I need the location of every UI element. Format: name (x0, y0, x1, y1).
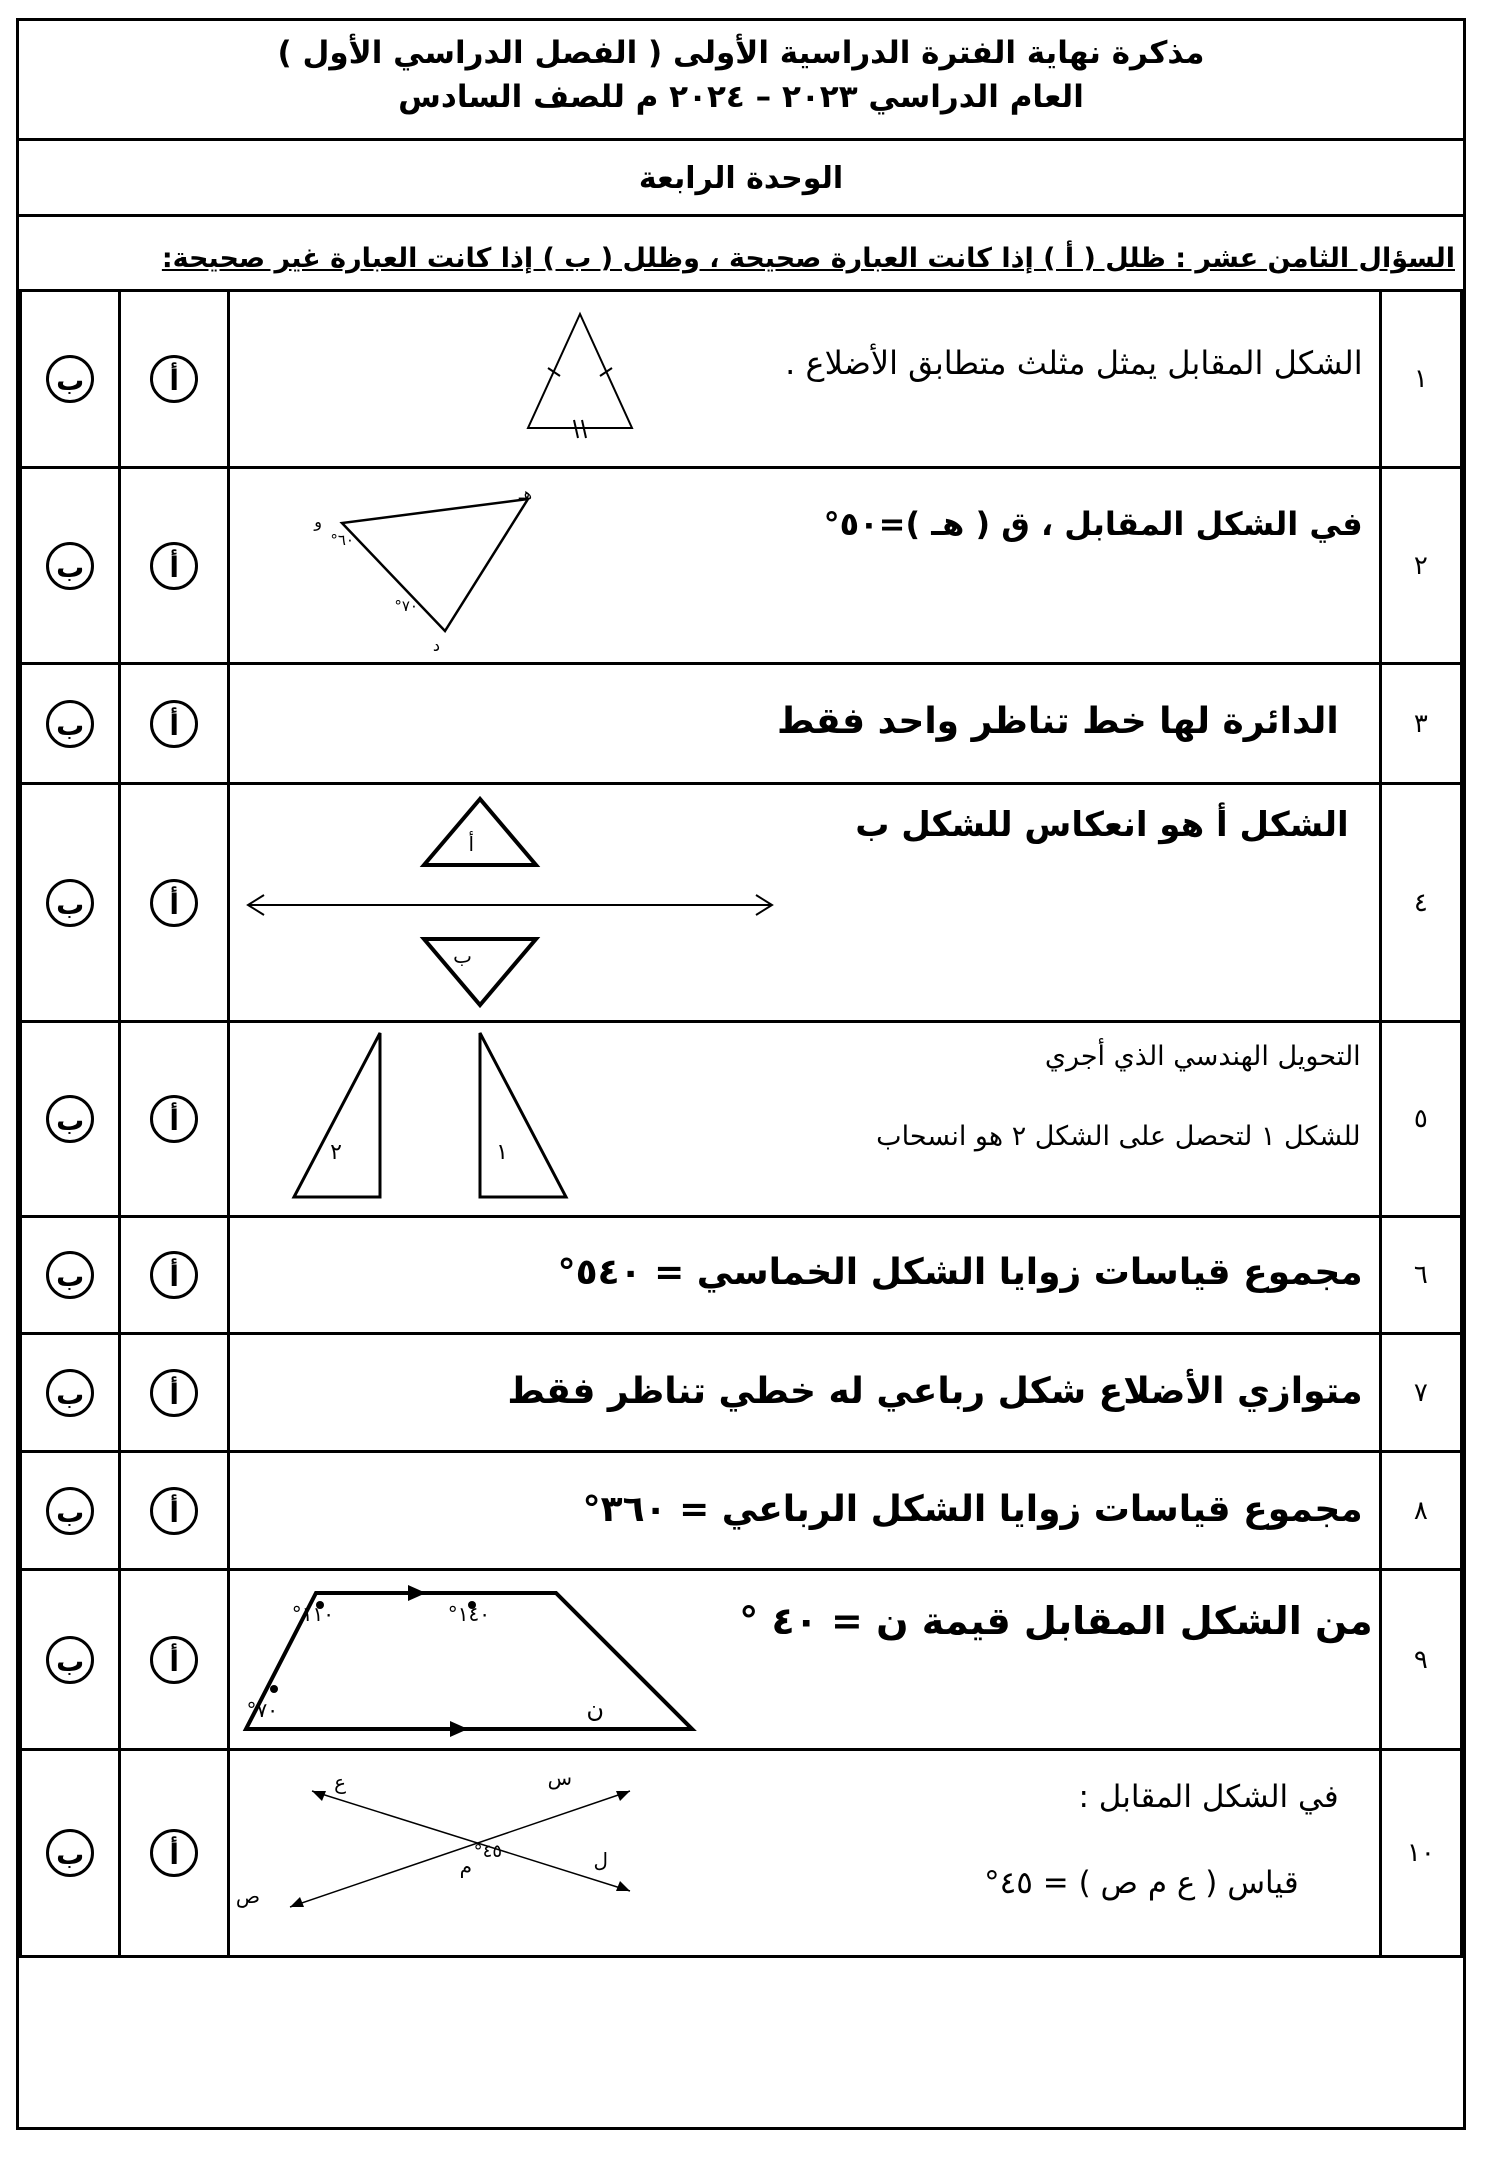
question-row (21, 1334, 1462, 1452)
statement-text-line2: للشكل ١ لتحصل على الشكل ٢ هو انسحاب (876, 1121, 1361, 1152)
option-b-cell[interactable] (21, 664, 120, 784)
option-b-bubble[interactable]: ب (46, 879, 94, 927)
intersecting-lines-figure (235, 1755, 670, 1951)
option-b-cell[interactable] (21, 784, 120, 1022)
statement-text: في الشكل المقابل ، ق ( هـ )=٥٠° (823, 505, 1363, 543)
triangle-angles-figure (270, 483, 550, 653)
question-statement (228, 784, 1380, 1022)
question-number: ٧ (1380, 1334, 1461, 1452)
label-ain: ع (333, 1770, 346, 1794)
questions-table (19, 289, 1463, 1958)
option-b-bubble[interactable]: ب (46, 1251, 94, 1299)
angle-label-left: ٦٠° (330, 531, 354, 549)
option-a-bubble[interactable]: أ (150, 1636, 198, 1684)
question-number: ٩ (1380, 1570, 1461, 1750)
question-number: ٣ (1380, 664, 1461, 784)
option-a-cell[interactable] (120, 1452, 228, 1570)
question-statement (228, 468, 1380, 664)
question-number: ٦ (1380, 1217, 1461, 1334)
statement-text-line1: في الشكل المقابل : (1078, 1779, 1339, 1815)
statement-text: من الشكل المقابل قيمة ن = ٤٠ ° (739, 1599, 1373, 1643)
translation-figure (290, 1029, 590, 1205)
label-sad: ص (235, 1884, 260, 1908)
option-a-cell[interactable] (120, 1570, 228, 1750)
worksheet (16, 18, 1466, 2130)
option-a-bubble[interactable]: أ (150, 879, 198, 927)
question-row (21, 468, 1462, 664)
question-number: ١ (1380, 291, 1461, 468)
option-b-bubble[interactable]: ب (46, 542, 94, 590)
vertex-label-top: هـ (518, 484, 532, 503)
option-a-cell[interactable] (120, 784, 228, 1022)
option-a-bubble[interactable]: أ (150, 355, 198, 403)
question-statement (228, 1570, 1380, 1750)
question-statement (228, 291, 1380, 468)
isosceles-triangle-figure (520, 306, 640, 446)
label-lam: ل (593, 1848, 608, 1872)
question-number: ١٠ (1380, 1750, 1461, 1957)
question-row (21, 1452, 1462, 1570)
question-statement (228, 1750, 1380, 1957)
angle-label-110: ١١٠° (291, 1602, 334, 1626)
option-b-bubble[interactable]: ب (46, 1095, 94, 1143)
question-statement (228, 1334, 1380, 1452)
angle-label-n: ن (586, 1695, 604, 1723)
statement-text: الدائرة لها خط تناظر واحد فقط (777, 701, 1339, 742)
option-a-cell[interactable] (120, 1334, 228, 1452)
statement-text-line1: التحويل الهندسي الذي أجري (1044, 1041, 1361, 1072)
angle-label-45: ٤٥° (473, 1841, 502, 1862)
header-title: مذكرة نهاية الفترة الدراسية الأولى ( الفصل الدراسي الأول ) (277, 35, 1205, 71)
question-row (21, 1570, 1462, 1750)
statement-text-line2: قياس ( ع م ص ) = ٤٥° (984, 1865, 1299, 1901)
option-a-bubble[interactable]: أ (150, 1095, 198, 1143)
option-b-bubble[interactable]: ب (46, 1829, 94, 1877)
label-mim: م (459, 1854, 472, 1878)
question-statement (228, 1022, 1380, 1217)
worksheet-header (19, 21, 1463, 141)
option-a-bubble[interactable]: أ (150, 700, 198, 748)
option-b-bubble[interactable]: ب (46, 355, 94, 403)
option-b-cell[interactable] (21, 1334, 120, 1452)
statement-text: الشكل أ هو انعكاس للشكل ب (855, 805, 1349, 845)
unit-title: الوحدة الرابعة (19, 141, 1463, 217)
angle-label-140: ١٤٠° (447, 1602, 490, 1626)
option-a-bubble[interactable]: أ (150, 1829, 198, 1877)
option-b-cell[interactable] (21, 1452, 120, 1570)
option-b-bubble[interactable]: ب (46, 700, 94, 748)
vertex-label-left: و (314, 512, 322, 531)
option-b-cell[interactable] (21, 468, 120, 664)
question-number: ٨ (1380, 1452, 1461, 1570)
label-sin: س (547, 1766, 572, 1790)
question-row (21, 784, 1462, 1022)
question-statement (228, 1217, 1380, 1334)
option-b-cell[interactable] (21, 1570, 120, 1750)
option-a-cell[interactable] (120, 468, 228, 664)
instruction-text: السؤال الثامن عشر : ظلل ( أ ) إذا كانت العبارة صحيحة ، وظلل ( ب ) إذا كانت العبارة غير صحيحة: (161, 243, 1455, 274)
option-b-cell[interactable] (21, 1217, 120, 1334)
question-row (21, 1022, 1462, 1217)
question-number: ٤ (1380, 784, 1461, 1022)
option-a-bubble[interactable]: أ (150, 1251, 198, 1299)
option-b-bubble[interactable]: ب (46, 1369, 94, 1417)
question-row (21, 1750, 1462, 1957)
shape-2-label: ٢ (330, 1140, 342, 1165)
option-a-bubble[interactable]: أ (150, 542, 198, 590)
question-number: ٢ (1380, 468, 1461, 664)
statement-text: مجموع قياسات زوايا الشكل الرباعي = ٣٦٠° (582, 1489, 1363, 1530)
question-number: ٥ (1380, 1022, 1461, 1217)
option-a-bubble[interactable]: أ (150, 1369, 198, 1417)
vertex-label-bottom: د (432, 636, 440, 655)
question-statement (228, 1452, 1380, 1570)
option-a-cell[interactable] (120, 1217, 228, 1334)
question-row (21, 1217, 1462, 1334)
trapezoid-figure (240, 1579, 700, 1745)
question-statement (228, 664, 1380, 784)
statement-text: مجموع قياسات زوايا الشكل الخماسي = ٥٤٠° (557, 1252, 1363, 1293)
question-row (21, 664, 1462, 784)
option-b-bubble[interactable]: ب (46, 1636, 94, 1684)
option-b-cell[interactable] (21, 291, 120, 468)
angle-label-70: ٧٠° (246, 1698, 278, 1722)
statement-text: متوازي الأضلاع شكل رباعي له خطي تناظر فقط (507, 1371, 1363, 1412)
shape-1-label: ١ (496, 1140, 508, 1165)
header-year: العام الدراسي ٢٠٢٣ – ٢٠٢٤ م للصف السادس (398, 79, 1084, 115)
option-a-cell[interactable] (120, 291, 228, 468)
shape-b-label: ب (453, 944, 472, 968)
question-row (21, 291, 1462, 468)
reflection-figure (240, 795, 780, 1013)
option-a-cell[interactable] (120, 1022, 228, 1217)
angle-label-bottom: ٧٠° (394, 597, 418, 615)
option-a-cell[interactable] (120, 1750, 228, 1957)
option-b-bubble[interactable]: ب (46, 1487, 94, 1535)
shape-a-label: أ (468, 832, 474, 856)
option-a-cell[interactable] (120, 664, 228, 784)
statement-text: الشكل المقابل يمثل مثلث متطابق الأضلاع . (785, 344, 1363, 382)
option-b-cell[interactable] (21, 1750, 120, 1957)
option-a-bubble[interactable]: أ (150, 1487, 198, 1535)
option-b-cell[interactable] (21, 1022, 120, 1217)
